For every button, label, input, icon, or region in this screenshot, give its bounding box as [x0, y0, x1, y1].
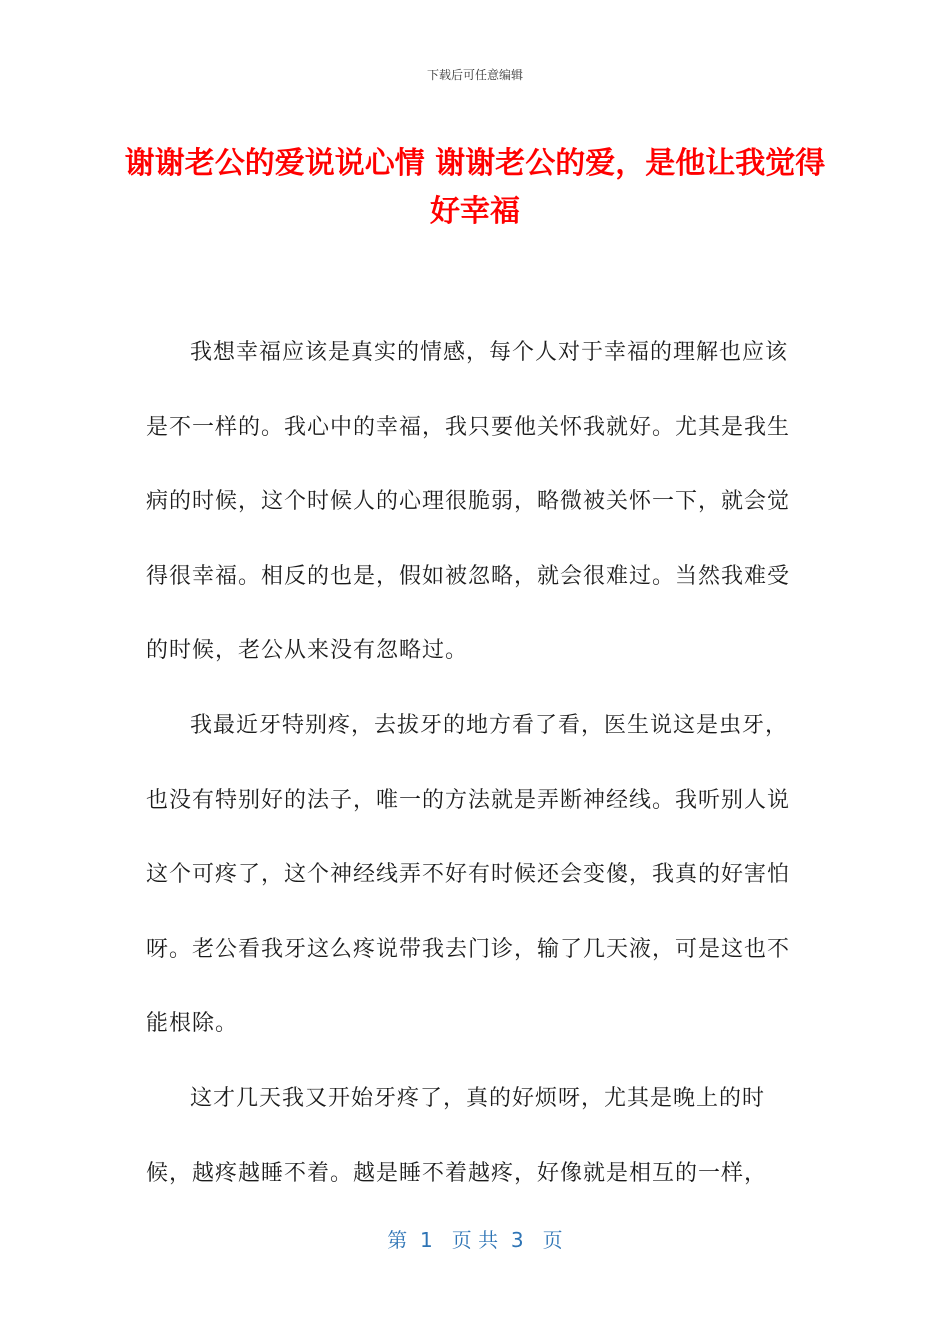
page-number-footer: 第 1 页 共 3 页 — [387, 1228, 563, 1252]
page-header: 下载后可任意编辑 — [426, 68, 523, 82]
paragraph-2: 我最近牙特别疼，去拔牙的地方看了看，医生说这是虫牙，也没有特别好的法子，唯一的方法就是弄断神经线。我听别人说这个可疼了，这个神经线弄不好有时候还会变傻，我真的好害怕呀。老公看我牙这么疼说带我去门诊，输了几天液，可是这也不能根除。 — [146, 712, 791, 1037]
document-body — [146, 316, 806, 1211]
paragraph-3: 这才几天我又开始牙疼了，真的好烦呀，尤其是晚上的时候，越疼越睡不着。越是睡不着越疼，好像就是相互的一样， — [146, 1085, 768, 1186]
document-title: 谢谢老公的爱说说心情 谢谢老公的爱，是他让我觉得好幸福 — [124, 146, 826, 229]
paragraph-1: 我想幸福应该是真实的情感，每个人对于幸福的理解也应该是不一样的。我心中的幸福，我只要他关怀我就好。尤其是我生病的时候，这个时候人的心理很脆弱，略微被关怀一下，就会觉得很幸福。相反的也是，假如被忽略，就会很难过。当然我难受的时候，老公从来没有忽略过。 — [146, 340, 791, 664]
